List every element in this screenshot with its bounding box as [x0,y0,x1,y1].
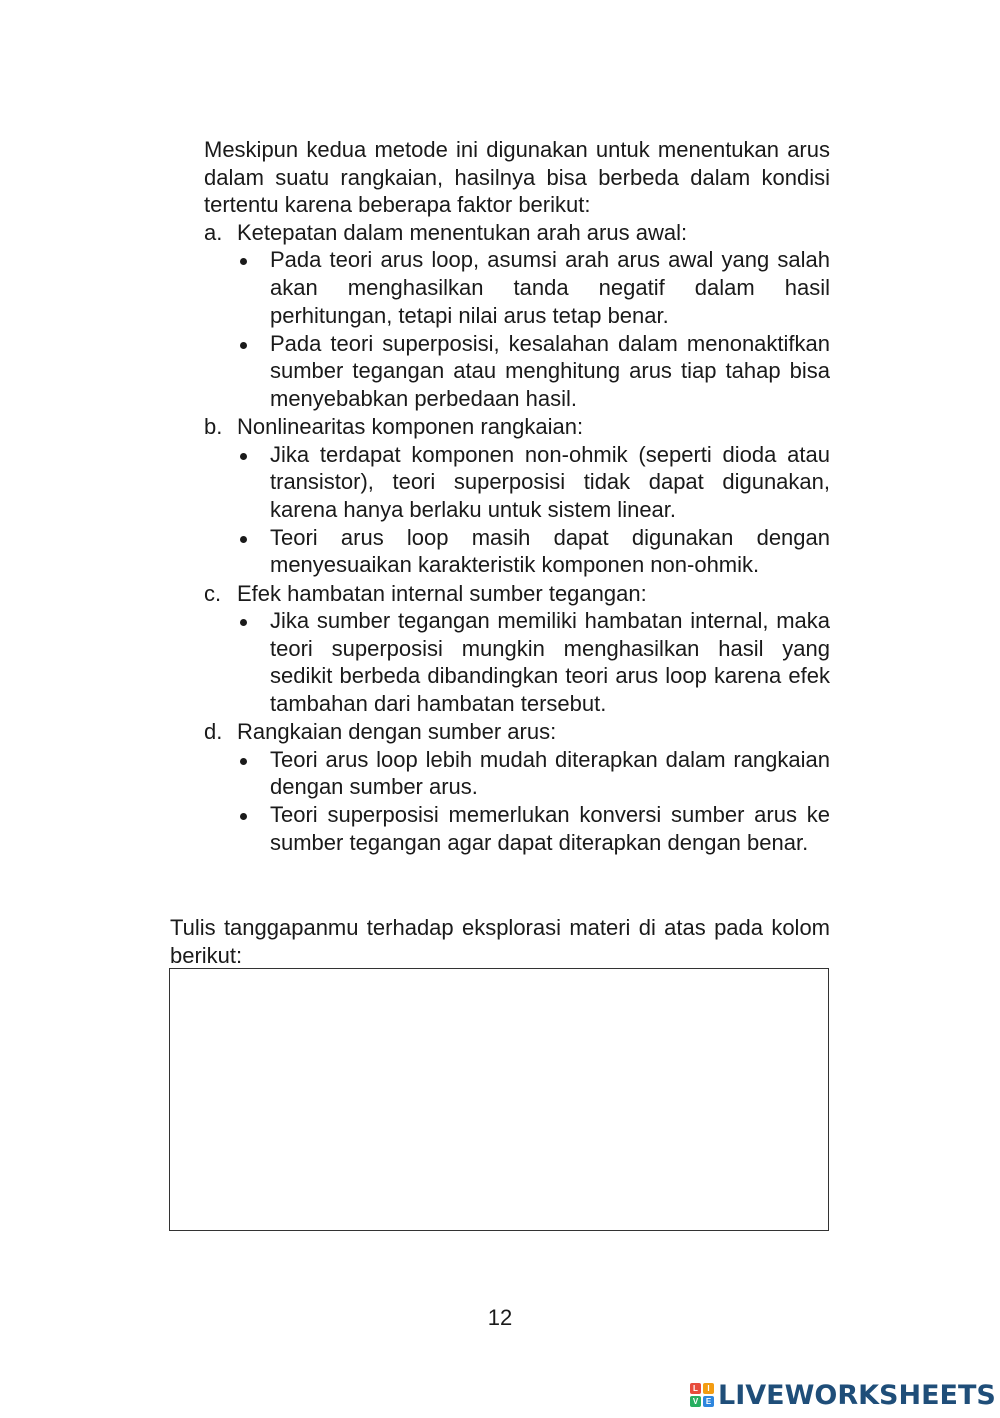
page-number: 12 [487,1305,513,1330]
document-body [204,136,830,857]
bullet-icon [240,453,247,460]
section-title: Nonlinearitas komponen rangkaian: [237,413,584,439]
section-b [204,413,830,579]
bullet-item: Pada teori arus loop, asumsi arah arus awal yang salah akan menghasilkan tanda negatif dalam hasil perhitungan, tetapi nilai arus tetap benar. [270,246,830,329]
section-letter: c. [204,580,222,606]
bullet-icon [240,813,247,820]
response-prompt: Tulis tanggapanmu terhadap eksplorasi materi di atas pada kolom berikut: [170,915,830,968]
section-heading [204,413,830,441]
bullet-list [204,607,830,717]
bullet-item: Pada teori superposisi, kesalahan dalam menonaktifkan sumber tegangan atau menghitung arus tiap tahap bisa menyebabkan perbedaan hasil. [270,330,830,413]
bullet-icon [240,536,247,543]
intro-paragraph: Meskipun kedua metode ini digunakan untuk menentukan arus dalam suatu rangkaian, hasilnya bisa berbeda dalam kondisi tertentu karena beberapa faktor berikut: [204,137,830,218]
response-answer-box[interactable] [169,968,829,1231]
section-c [204,580,830,718]
logo-blocks-icon: L I V E [690,1383,714,1407]
bullet-icon [240,342,247,349]
section-heading [204,718,830,746]
bullet-icon [240,758,247,765]
section-title: Rangkaian dengan sumber arus: [237,718,557,744]
section-heading [204,219,830,247]
bullet-icon [240,258,247,265]
bullet-item: Teori superposisi memerlukan konversi sumber arus ke sumber tegangan agar dapat diterapkan dengan benar. [270,801,830,856]
bullet-list [204,246,830,412]
bullet-list [204,441,830,579]
liveworksheets-logo [690,1378,996,1412]
bullet-list [204,746,830,857]
bullet-item: Teori arus loop masih dapat digunakan dengan menyesuaikan karakteristik komponen non-ohmik. [270,524,830,579]
bullet-icon [240,619,247,626]
section-letter: a. [204,219,223,245]
section-title: Ketepatan dalam menentukan arah arus awal: [237,219,688,245]
section-heading [204,580,830,608]
section-title: Efek hambatan internal sumber tegangan: [237,580,647,606]
section-a [204,219,830,413]
section-letter: d. [204,718,223,744]
section-letter: b. [204,413,223,439]
bullet-item: Jika terdapat komponen non-ohmik (seperti dioda atau transistor), teori superposisi tidak dapat digunakan, karena hanya berlaku untuk sistem linear. [270,441,830,524]
bullet-item: Jika sumber tegangan memiliki hambatan internal, maka teori superposisi mungkin menghasilkan hasil yang sedikit berbeda dibandingkan teori arus loop karena efek tambahan dari hambatan tersebut. [270,607,830,717]
bullet-item: Teori arus loop lebih mudah diterapkan dalam rangkaian dengan sumber arus. [270,746,830,801]
section-d [204,718,830,856]
logo-text: LIVEWORKSHEETS [718,1379,996,1411]
